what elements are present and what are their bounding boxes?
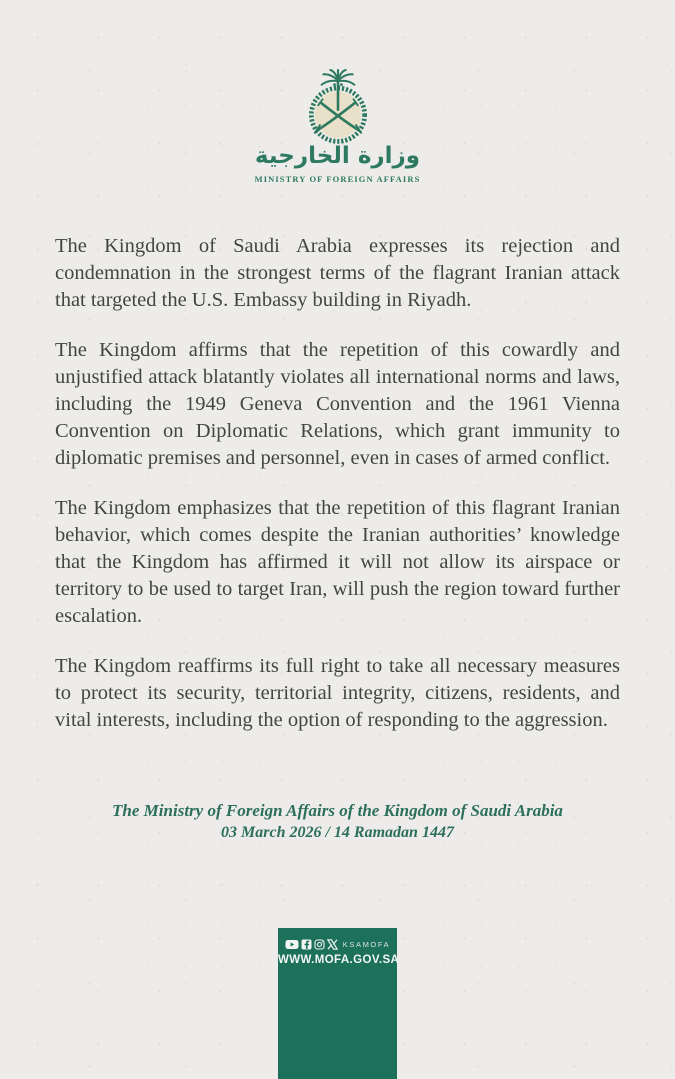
statement-paragraph-2: The Kingdom affirms that the repetition of this cowardly and unjustified attack blatantly violates all international norms and laws, including the 1949 Geneva Convention and the 1961 Vienna Convention on Diplomatic Relations, which grant immunity to diplomatic premises and personnel, even in cases of armed conflict. (55, 339, 620, 470)
ministry-name-label: MINISTRY OF FOREIGN AFFAIRS (254, 174, 421, 185)
saudi-emblem-icon (295, 68, 381, 146)
social-media-row (278, 937, 397, 951)
attribution-date-line: 03 March 2026 / 14 Ramadan 1447 (221, 824, 454, 842)
facebook-icon (301, 939, 312, 950)
website-label: WWW.MOFA.GOV.SA (278, 954, 400, 966)
statement-paragraph-4: The Kingdom reaffirms its full right to take all necessary measures to protect its security, territorial integrity, citizens, residents, and vital interests, including the option of responding to the aggression. (55, 655, 620, 732)
attribution-ministry-line: The Ministry of Foreign Affairs of the Kingdom of Saudi Arabia (112, 801, 563, 821)
statement-paragraph-1: The Kingdom of Saudi Arabia expresses its rejection and condemnation in the strongest terms of the flagrant Iranian attack that targeted the U.S. Embassy building in Riyadh. (55, 235, 620, 312)
social-handle-label: KSAMOFA (342, 939, 391, 949)
mofa-logo (0, 0, 675, 184)
x-icon (327, 939, 338, 950)
statement-body (55, 233, 620, 734)
statement-paragraph-3: The Kingdom emphasizes that the repetition of this flagrant Iranian behavior, which comes despite the Iranian authorities’ knowledge that the Kingdom has affirmed it will not allow its airspace or territory to be used to target Iran, will push the region toward further escalation. (55, 497, 620, 628)
footer-box (278, 928, 400, 1079)
ministry-arabic-calligraphy: وزارة الخارجية (254, 143, 421, 169)
youtube-icon (285, 939, 299, 950)
instagram-icon (314, 939, 325, 950)
attribution (0, 800, 675, 844)
